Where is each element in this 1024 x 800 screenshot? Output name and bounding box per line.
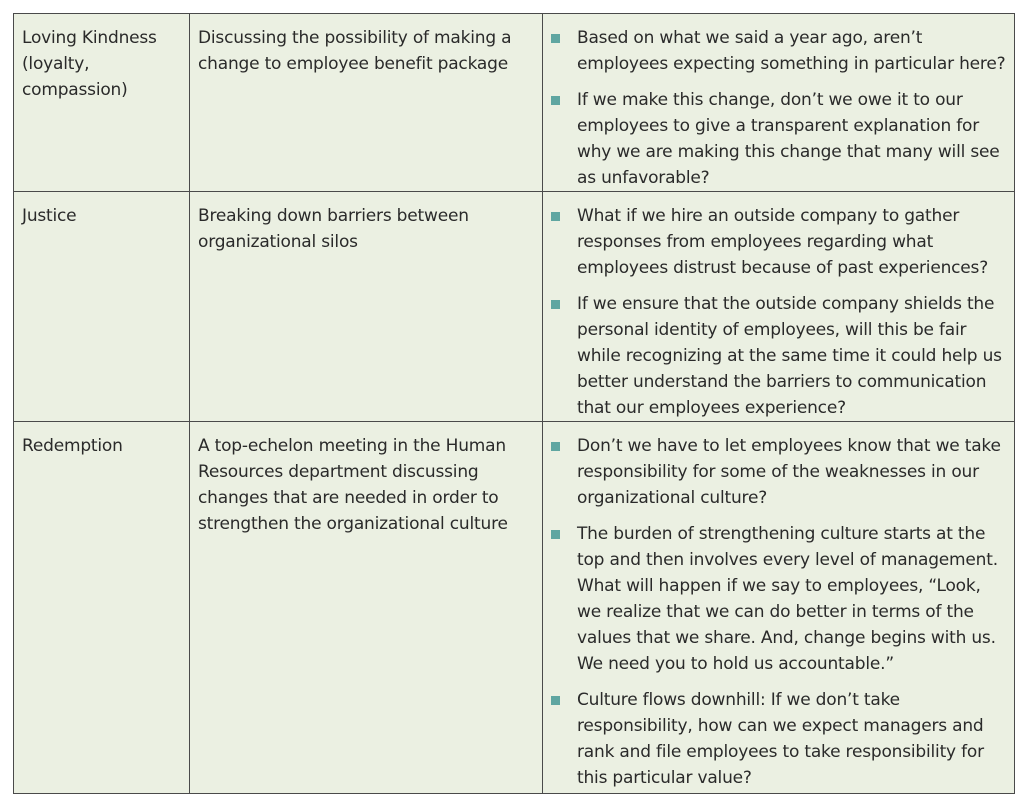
- list-item: [551, 687, 1006, 791]
- question-text: Culture flows downhill: If we don’t take responsibility, how can we expect managers and rank and file employees to take responsibility for this particular value?: [577, 690, 984, 788]
- list-item: [551, 521, 1006, 677]
- list-item: [551, 291, 1006, 421]
- table-row: [14, 14, 1015, 192]
- list-item: [551, 25, 1006, 77]
- table-row: [14, 192, 1015, 422]
- questions-cell: [543, 422, 1015, 794]
- question-list: [551, 25, 1006, 191]
- table-row: [14, 422, 1015, 794]
- square-bullet-icon: [551, 300, 560, 309]
- question-text: If we ensure that the outside company shields the personal identity of employees, will this be fair while recognizing at the same time it could help us better understand the barriers to communication that our employees experience?: [577, 294, 1002, 418]
- question-text: Based on what we said a year ago, aren’t employees expecting something in particular here?: [577, 28, 1006, 74]
- question-text: If we make this change, don’t we owe it to our employees to give a transparent explanation for why we are making this change that many will see as unfavorable?: [577, 90, 1000, 188]
- square-bullet-icon: [551, 530, 560, 539]
- list-item: [551, 87, 1006, 191]
- situation-cell: Discussing the possibility of making a change to employee benefit package: [190, 14, 543, 192]
- question-text: Don’t we have to let employees know that we take responsibility for some of the weaknesses in our organizational culture?: [577, 436, 1001, 508]
- question-text: What if we hire an outside company to gather responses from employees regarding what employees distrust because of past experiences?: [577, 206, 989, 278]
- square-bullet-icon: [551, 96, 560, 105]
- question-list: [551, 433, 1006, 791]
- situation-cell: Breaking down barriers between organizational silos: [190, 192, 543, 422]
- questions-cell: [543, 14, 1015, 192]
- value-cell: Redemption: [14, 422, 190, 794]
- square-bullet-icon: [551, 442, 560, 451]
- question-text: The burden of strengthening culture starts at the top and then involves every level of management. What will happen if we say to employees, “Look, we realize that we can do better in terms of the values that we share. And, change begins with us. We need you to hold us accountable.”: [577, 524, 998, 674]
- questions-cell: [543, 192, 1015, 422]
- situation-cell: A top-echelon meeting in the Human Resources department discussing changes that are needed in order to strengthen the organizational culture: [190, 422, 543, 794]
- value-cell: Justice: [14, 192, 190, 422]
- list-item: [551, 433, 1006, 511]
- square-bullet-icon: [551, 212, 560, 221]
- list-item: [551, 203, 1006, 281]
- square-bullet-icon: [551, 34, 560, 43]
- value-cell: Loving Kindness (loyalty, compassion): [14, 14, 190, 192]
- values-table: [13, 13, 1015, 794]
- question-list: [551, 203, 1006, 421]
- square-bullet-icon: [551, 696, 560, 705]
